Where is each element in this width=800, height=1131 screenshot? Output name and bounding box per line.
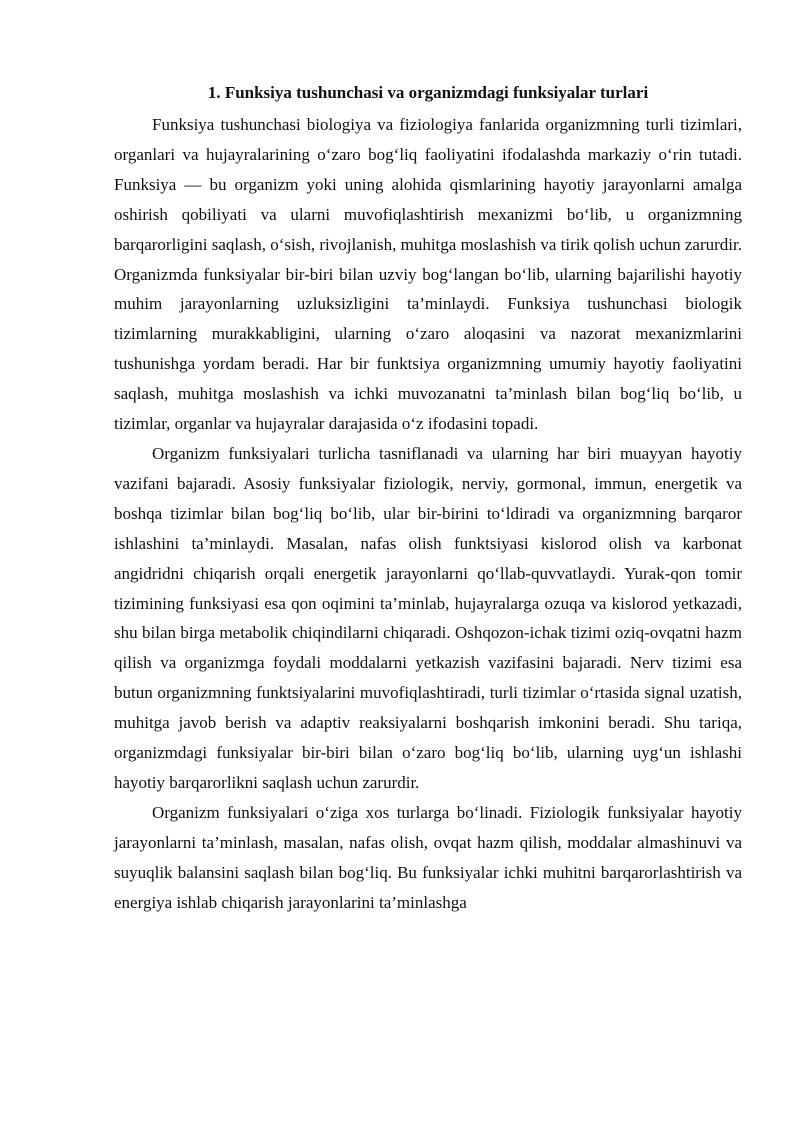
paragraph-function-classification: Organizm funksiyalari turlicha tasniflanadi va ularning har biri muayyan hayotiy vazifani bajaradi. Asosiy funksiyalar fiziologik, nerviy, gormonal, immun, energetik va boshqa tizimlar bilan bog‘liq bo‘lib, ular bir-birini to‘ldiradi va organizmning barqaror ishlashini ta’minlaydi. Masalan, nafas olish funktsiyasi kislorod olish va karbonat angidridni chiqarish orqali energetik jarayonlarni qo‘llab-quvvatlaydi. Yurak-qon tomir tizimining funksiyasi esa qon oqimini ta’minlab, hujayralarga ozuqa va kislorod yetkazadi, shu bilan birga metabolik chiqindilarni chiqaradi. Oshqozon-ichak tizimi oziq-ovqatni hazm qilish va organizmga foydali moddalarni yetkazish vazifasini bajaradi. Nerv tizimi esa butun organizmning funktsiyalarini muvofiqlashtiradi, turli tizimlar o‘rtasida signal uzatish, muhitga javob berish va adaptiv reaksiyalarni boshqarish imkonini beradi. Shu tariqa, organizmdagi funksiyalar bir-biri bilan o‘zaro bog‘liq bo‘lib, ularning uyg‘un ishlashi hayotiy barqarorlikni saqlash uchun zarurdir. [114, 443, 742, 792]
document-page [114, 82, 742, 917]
section-heading: 1. Funksiya tushunchasi va organizmdagi funksiyalar turlari [207, 83, 649, 102]
paragraph-function-types: Organizm funksiyalari o‘ziga xos turlarga bo‘linadi. Fiziologik funksiyalar hayotiy jarayonlarni ta’minlash, masalan, nafas olish, ovqat hazm qilish, moddalar almashinuvi va suyuqlik balansini saqlash bilan bog‘liq. Bu funksiyalar ichki muhitni barqarorlashtirish va energiya ishlab chiqarish jarayonlarini ta’minlashga [114, 802, 742, 912]
paragraph-function-concept: Funksiya tushunchasi biologiya va fiziologiya fanlarida organizmning turli tizimlari, organlari va hujayralarining o‘zaro bog‘liq faoliyatini ifodalashda markaziy o‘rin tutadi. Funksiya — bu organizm yoki uning alohida qismlarining hayotiy jarayonlarni amalga oshirish qobiliyati va ularni muvofiqlashtirish mexanizmi bo‘lib, u organizmning barqarorligini saqlash, o‘sish, rivojlanish, muhitga moslashish va tirik qolish uchun zarurdir. Organizmda funksiyalar bir-biri bilan uzviy bog‘langan bo‘lib, ularning bajarilishi hayotiy muhim jarayonlarning uzluksizligini ta’minlaydi. Funksiya tushunchasi biologik tizimlarning murakkabligini, ularning o‘zaro aloqasini va nazorat mexanizmlarini tushunishga yordam beradi. Har bir funktsiya organizmning umumiy hayotiy faoliyatini saqlash, muhitga moslashish va ichki muvozanatni ta’minlash bilan bog‘liq bo‘lib, u tizimlar, organlar va hujayralar darajasida o‘z ifodasini topadi. [114, 115, 742, 434]
